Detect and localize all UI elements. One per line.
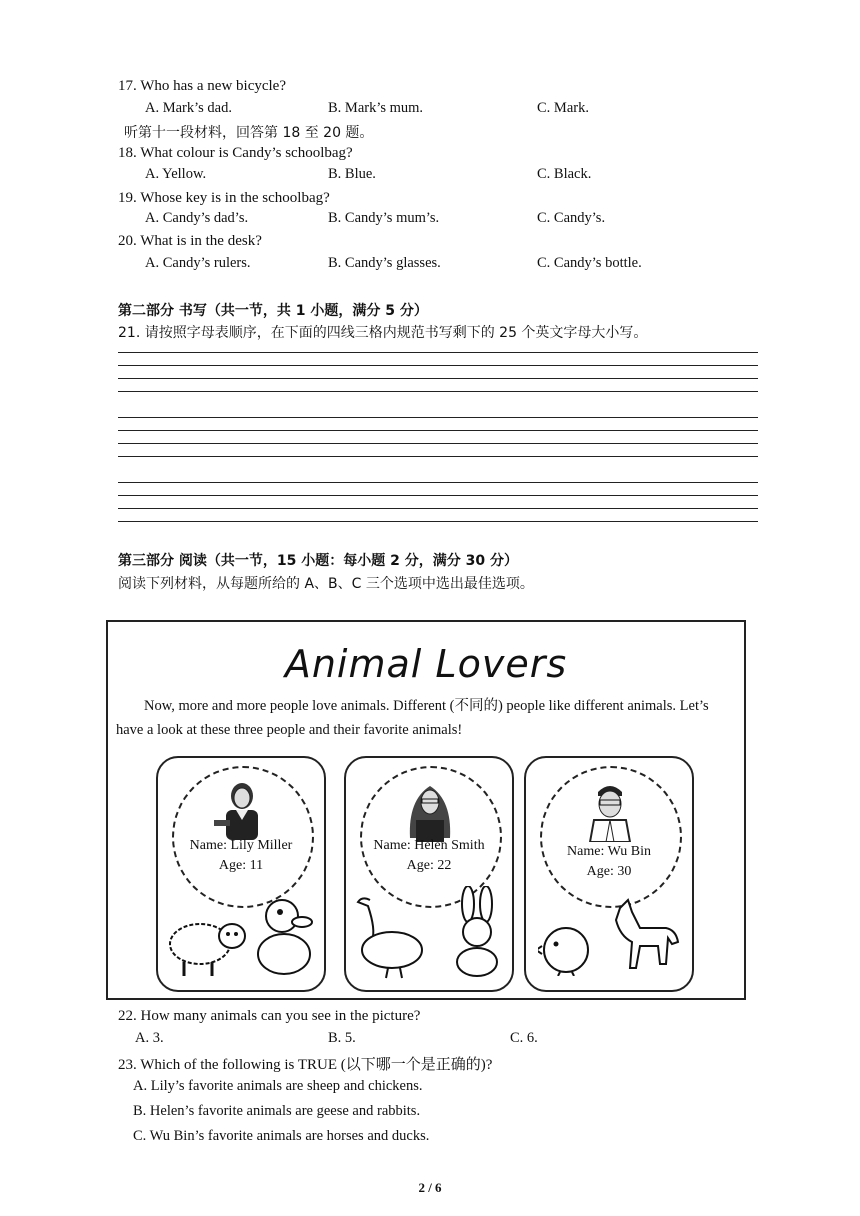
part3-instruction: 阅读下列材料，从每题所给的 A、B、C 三个选项中选出最佳选项。 [118,576,534,592]
q19-option-b: B. Candy’s mum’s. [328,210,440,226]
writing-lines-group-1 [118,352,758,392]
writing-lines-group-2 [118,417,758,457]
q23-option-b: B. Helen’s favorite animals are geese and rabbits. [133,1103,421,1119]
question-19: 19. Whose key is in the schoolbag? [118,190,330,206]
chick-icon [538,916,594,976]
q23-option-a: A. Lily’s favorite animals are sheep and chickens. [133,1078,423,1094]
q22-option-b: B. 5. [328,1030,356,1046]
q18-option-c: C. Black. [537,166,592,182]
q17-option-c: C. Mark. [537,100,589,116]
q22-option-c: C. 6. [510,1030,538,1046]
q20-option-b: B. Candy’s glasses. [328,255,441,271]
passage-box [106,620,746,1000]
q19-option-a: A. Candy’s dad’s. [145,210,249,226]
question-18: 18. What colour is Candy’s schoolbag? [118,145,353,161]
duck-icon [254,894,316,978]
question-20: 20. What is in the desk? [118,233,262,249]
person-age: Age: 30 [586,864,632,879]
goose-icon [352,890,432,980]
sheep-icon [164,906,250,978]
part3-heading: 第三部分 阅读（共一节，15 小题：每小题 2 分，满分 30 分） [118,553,518,569]
q17-option-b: B. Mark’s mum. [328,100,424,116]
person-card-helen [344,756,514,992]
question-21: 21. 请按照字母表顺序，在下面的四线三格内规范书写剩下的 25 个英文字母大小写。 [118,325,648,341]
q17-option-a: A. Mark’s dad. [145,100,232,116]
person-age: Age: 11 [218,858,264,873]
person-name: Name: Wu Bin [567,844,651,859]
part2-heading: 第二部分 书写（共一节，共 1 小题，满分 5 分） [118,303,428,319]
passage-intro: Now, more and more people love animals. Different (不同的) people like different animals. Let’s have a look at these three people and their favorite animals! [116,698,709,738]
girl-portrait-icon [212,780,272,842]
horse-icon [606,898,682,980]
question-17: 17. Who has a new bicycle? [118,78,286,94]
q20-option-a: A. Candy’s rulers. [145,255,251,271]
person-name: Name: Helen Smith [373,838,485,853]
q18-option-a: A. Yellow. [145,166,207,182]
q23-option-c: C. Wu Bin’s favorite animals are horses and ducks. [133,1128,430,1144]
person-age: Age: 22 [406,858,452,873]
man-portrait-icon [580,780,640,842]
person-name: Name: Lily Miller [189,838,293,853]
listening-instruction: 听第十一段材料，回答第 18 至 20 题。 [124,125,374,141]
q18-option-b: B. Blue. [328,166,376,182]
question-22: 22. How many animals can you see in the picture? [118,1008,421,1024]
page-number: 2 / 6 [418,1180,442,1195]
q22-option-a: A. 3. [135,1030,164,1046]
person-card-lily [156,756,326,992]
woman-portrait-icon [400,780,460,842]
rabbit-icon [446,886,506,978]
writing-lines-group-3 [118,482,758,522]
question-23: 23. Which of the following is TRUE (以下哪一个是正确的)? [118,1057,493,1073]
person-card-wu-bin [524,756,694,992]
q20-option-c: C. Candy’s bottle. [537,255,642,271]
passage-title: Animal Lovers [284,642,568,686]
q19-option-c: C. Candy’s. [537,210,606,226]
